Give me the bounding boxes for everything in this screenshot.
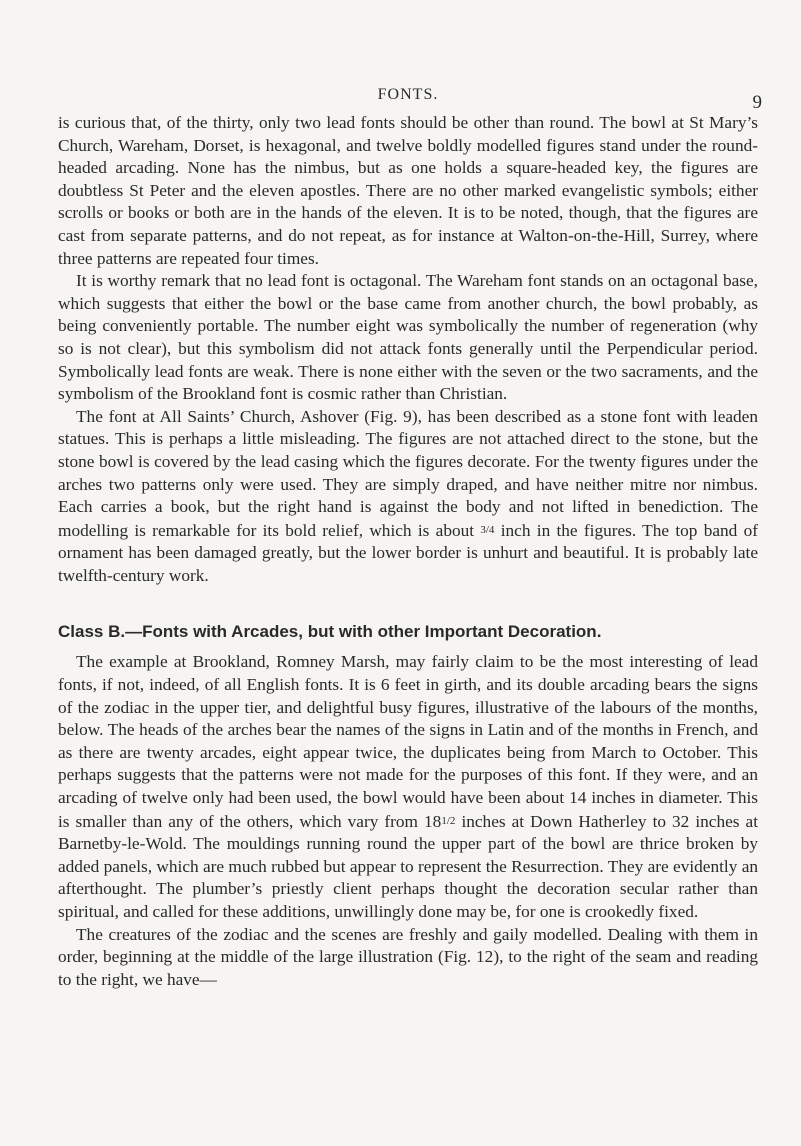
- fraction-one-half: 1/2: [441, 814, 456, 827]
- paragraph-wareham: is curious that, of the thirty, only two lead fonts should be other than round. The bowl at St Mary’s Church, Wareham, Dorset, is hexagonal, and twelve boldly modelled figures stand under the round-headed arcading. None has the nimbus, but as one holds a square-headed key, the figures are doubtless St Peter and the eleven apostles. There are no other marked evangelistic symbols; either scrolls or books or both are in the hands of the eleven. It is to be noted, though, that the figures are cast from separate patterns, and do not repeat, as for instance at Walton-on-the-Hill, Surrey, where three patterns are repeated four times.: [58, 113, 758, 268]
- paragraph-octagonal: It is worthy remark that no lead font is octagonal. The Wareham font stands on an octagonal base, which suggests that either the bowl or the base came from another church, the bowl probably, as being conveniently portable. The number eight was symbolically the number of regeneration (why so is not clear), but this symbolism did not attack fonts generally until the Perpendicular period. Symbolically lead fonts are weak. There is none either with the seven or the two sacraments, and the symbolism of the Brookland font is cosmic rather than Christian.: [58, 271, 758, 404]
- page-number: 9: [752, 92, 762, 113]
- paragraph-zodiac: The creatures of the zodiac and the scenes are freshly and gaily modelled. Dealing with them in order, beginning at the middle of the large illustration (Fig. 12), to the right of the seam and reading to the right, we have—: [58, 924, 758, 989]
- paragraph-brookland-text: The example at Brookland, Romney Marsh, may fairly claim to be the most interesting of lead fonts, if not, indeed, of all English fonts. It is 6 feet in girth, and its double arcading bears the signs of the zodiac in the upper tier, and delightful busy figures, illustrative of the labours of the months, below. The heads of the arches bear the names of the signs in Latin and of the months in French, and as there are twenty arcades, eight appear twice, the duplicates being from March to October. This perhaps suggests that the patterns were not made for the purposes of this font. If they were, and an arcading of twelve only had been used, the bowl would have been about 14 inches in diameter. This is smaller than any of the others, which vary from 18: [58, 652, 758, 831]
- paragraph-brookland: [58, 651, 758, 923]
- paragraph-ashover-text-end: inch in the figures. The top band of ornament has been damaged greatly, but the lower border is unhurt and beautiful. It is probably late twelfth-century work.: [58, 520, 758, 585]
- paragraph-ashover: [58, 406, 758, 588]
- paragraph-ashover-text: The font at All Saints’ Church, Ashover (Fig. 9), has been described as a stone font with leaden statues. This is perhaps a little misleading. The figures are not attached direct to the stone, but the stone bowl is covered by the lead casing which the figures decorate. For the twenty figures under the arches two patterns only were used. They are simply draped, and have neither mitre nor nimbus. Each carries a book, but the right hand is against the body and not lifted in benediction. The modelling is remarkable for its bold relief, which is about: [58, 406, 758, 540]
- body-text: [58, 112, 758, 991]
- fraction-three-quarters: 3/4: [480, 523, 495, 536]
- running-head: FONTS.: [377, 86, 439, 103]
- page: [58, 0, 762, 1146]
- paragraph-brookland-text-end: inches at Down Hatherley to 32 inches at Barnetby-le-Wold. The mouldings running round the upper part of the bowl are thrice broken by added panels, which are much rubbed but appear to represent the Resurrection. They are evidently an afterthought. The plumber’s priestly client perhaps thought the decoration secular rather than spiritual, and called for these additions, unwillingly done may be, for one is crookedly fixed.: [58, 811, 759, 921]
- section-heading-class-b: Class B.—Fonts with Arcades, but with other Important Decoration.: [58, 622, 602, 642]
- page-header: [58, 0, 762, 113]
